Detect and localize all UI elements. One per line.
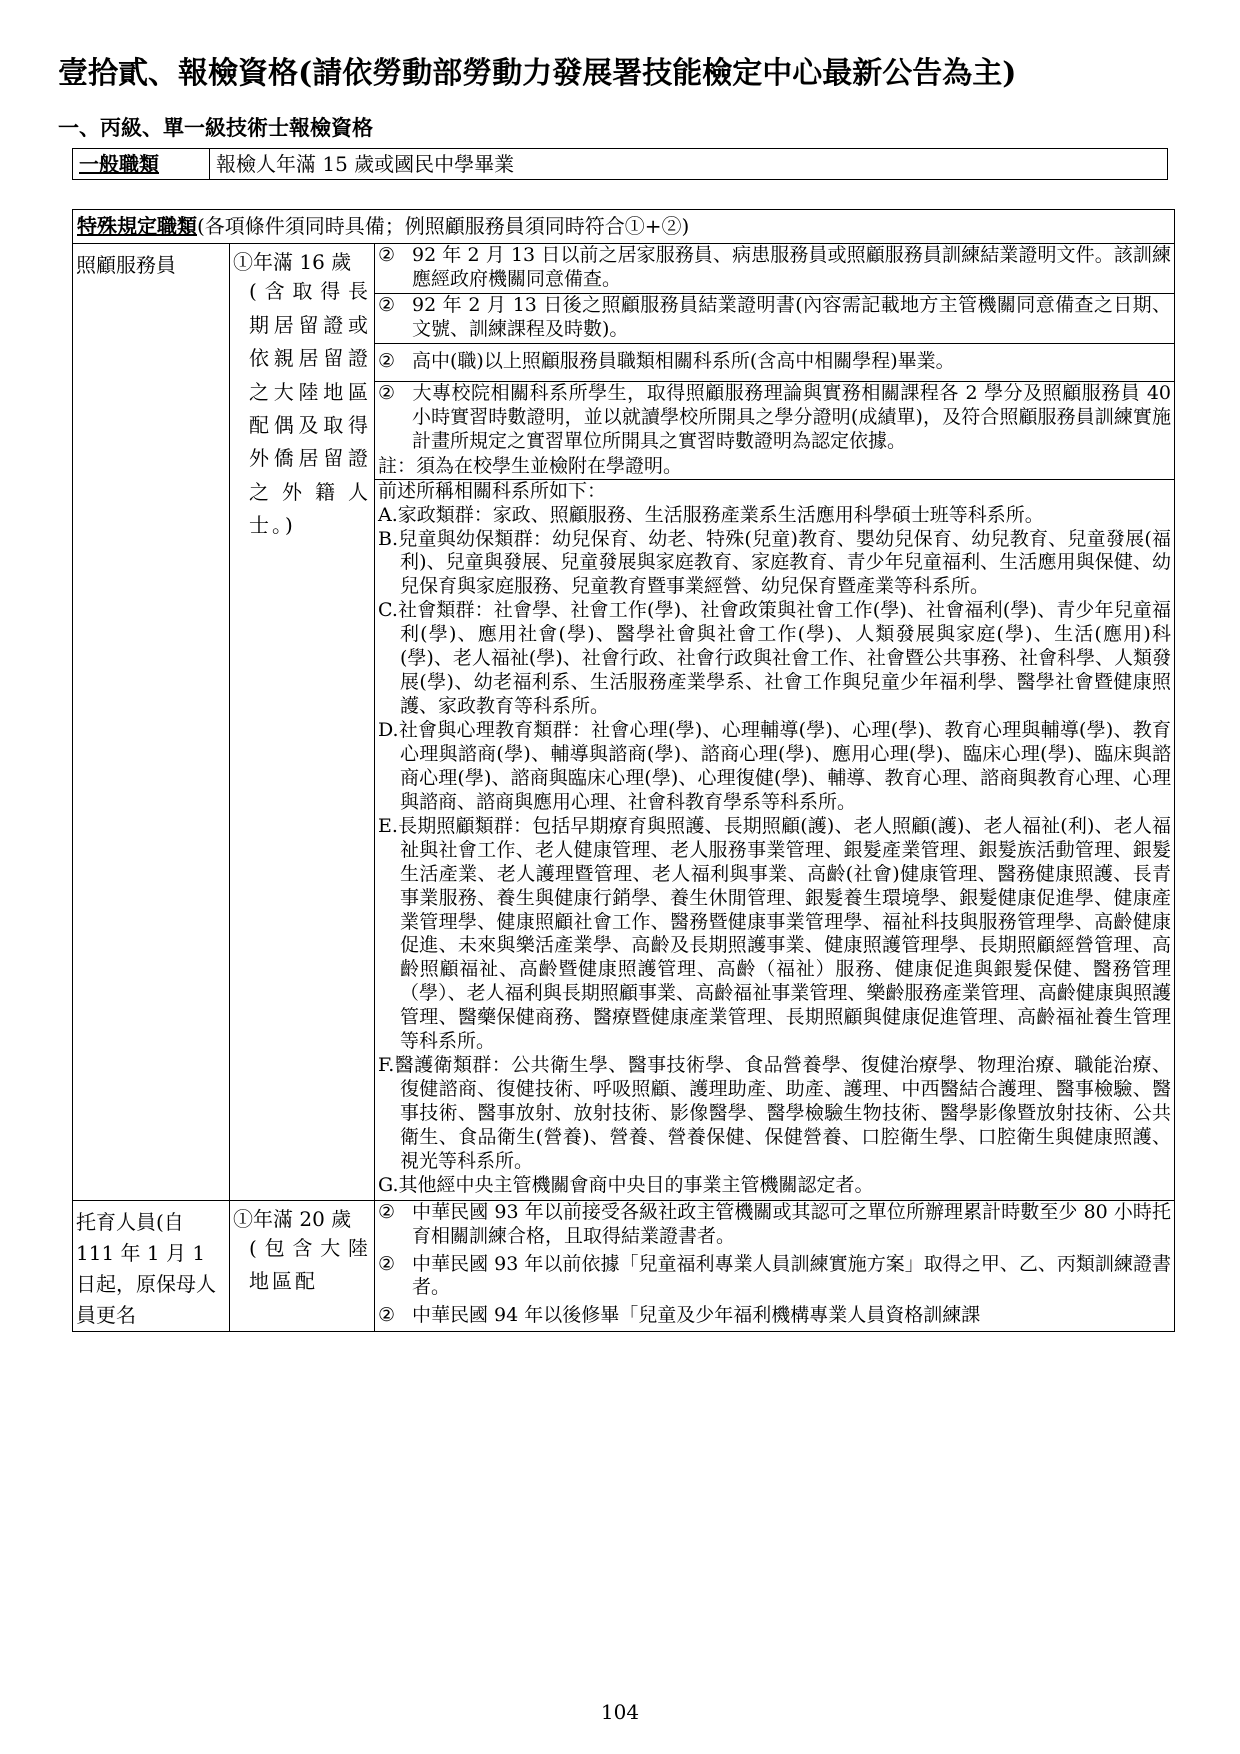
department-category bbox=[378, 719, 1171, 815]
item-text: 高中(職)以上照顧服務員職類相關科系所(含高中相關學程)畢業。 bbox=[412, 349, 955, 372]
age-condition-head: ①年滿 20 歲 bbox=[233, 1206, 352, 1231]
age-condition-detail: (包含大陸地區配 bbox=[249, 1235, 371, 1294]
section-subtitle: 一、丙級、單一級技術士報檢資格 bbox=[58, 115, 373, 140]
item-marker: ② bbox=[378, 294, 396, 317]
department-category bbox=[378, 1174, 1171, 1198]
department-category bbox=[378, 1054, 1171, 1174]
item-marker: ② bbox=[378, 244, 396, 267]
departments-intro: 前述所稱相關科系所如下： bbox=[378, 479, 607, 502]
special-category-header bbox=[73, 210, 1175, 244]
category-label: G. bbox=[378, 1173, 399, 1196]
requirement-item bbox=[375, 244, 1175, 294]
requirement-item bbox=[375, 343, 1175, 381]
related-departments bbox=[375, 479, 1175, 1200]
requirement-item bbox=[375, 381, 1175, 479]
item-text: 中華民國 94 年以後修畢「兒童及少年福利機構專業人員資格訓練課 bbox=[412, 1304, 981, 1327]
special-category-label: 特殊規定職類 bbox=[77, 214, 197, 238]
page-title: 壹拾貳、報檢資格(請依勞動部勞動力發展署技能檢定中心最新公告為主) bbox=[58, 56, 1017, 91]
age-condition-detail: (含取得長期居留證或依親居留證之大陸地區配偶及取得外僑居留證之外籍人士。) bbox=[249, 279, 371, 538]
category-text: 家政類群：家政、照顧服務、生活服務產業系生活應用科學碩士班等科系所。 bbox=[397, 503, 1044, 526]
table-row bbox=[73, 244, 1175, 294]
requirement-item bbox=[375, 1304, 1175, 1331]
table-header-row bbox=[73, 210, 1175, 244]
age-condition-head: ①年滿 16 歲 bbox=[233, 250, 352, 275]
special-category-note: (各項條件須同時具備；例照顧服務員須同時符合①+②) bbox=[197, 214, 690, 238]
department-category bbox=[378, 815, 1171, 1054]
requirement-item bbox=[375, 1200, 1175, 1252]
department-category bbox=[378, 599, 1171, 719]
category-text: 兒童與幼保類群：幼兒保育、幼老、特殊(兒童)教育、嬰幼兒保育、幼兒教育、兒童發展(福利)、兒童與發展、兒童發展與家庭教育、家庭教育、青少年兒童福利、生活應用與保健、幼兒保育與家庭服務、兒童教育暨事業經營、幼兒保育暨產業等科系所。 bbox=[398, 527, 1171, 598]
item-text: 中華民國 93 年以前接受各級社政主管機關或其認可之單位所辦理累計時數至少 80 小時托育相關訓練合格，且取得結業證書者。 bbox=[412, 1200, 1171, 1247]
table-row bbox=[73, 149, 1168, 180]
special-category-table bbox=[72, 209, 1175, 1332]
general-category-text: 報檢人年滿 15 歲或國民中學畢業 bbox=[210, 149, 1168, 180]
category-text: 其他經中央主管機關會商中央目的事業主管機關認定者。 bbox=[398, 1173, 874, 1196]
job-name: 托育人員(自 111 年 1 月 1 日起，原保母人員更名 bbox=[73, 1200, 230, 1331]
category-label: C. bbox=[378, 599, 398, 622]
requirement-item bbox=[375, 294, 1175, 344]
item-marker: ② bbox=[378, 1200, 396, 1223]
item-marker: ② bbox=[378, 1304, 396, 1327]
page-number: 104 bbox=[600, 1700, 640, 1724]
item-note: 註：須為在校學生並檢附在學證明。 bbox=[378, 454, 683, 477]
category-label: D. bbox=[378, 719, 399, 741]
item-marker: ② bbox=[378, 381, 396, 404]
category-label: A. bbox=[378, 503, 398, 526]
item-marker: ② bbox=[378, 349, 396, 372]
category-text: 社會與心理教育類群：社會心理(學)、心理輔導(學)、心理(學)、教育心理與輔導(學)、教育心理與諮商(學)、輔導與諮商(學)、諮商心理(學)、應用心理(學)、臨床心理(學)、臨床與諮商心理(學)、諮商與臨床心理(學)、心理復健(學)、輔導、教育心理、諮商與教育心理、心理與諮商、諮商與應用心理、社會科教育學系等科系所。 bbox=[398, 719, 1171, 813]
item-text: 中華民國 93 年以前依據「兒童福利專業人員訓練實施方案」取得之甲、乙、丙類訓練證書者。 bbox=[412, 1252, 1171, 1299]
general-category-table bbox=[72, 148, 1168, 180]
requirement-item bbox=[375, 1253, 1175, 1305]
category-label: E. bbox=[378, 814, 398, 837]
general-category-label: 一般職類 bbox=[73, 149, 210, 180]
table-row bbox=[73, 1200, 1175, 1252]
item-text: 大專校院相關科系所學生，取得照顧服務理論與實務相關課程各 2 學分及照顧服務員 40 小時實習時數證明，並以就讀學校所開具之學分證明(成績單)，及符合照顧服務員訓練實施計畫所規定之實習單位所開具之實習時數證明為認定依據。 bbox=[412, 381, 1171, 452]
category-text: 長期照顧類群：包括早期療育與照護、長期照顧(護)、老人照顧(護)、老人福祉(利)、老人福祉與社會工作、老人健康管理、老人服務事業管理、銀髮產業管理、銀髮族活動管理、銀髮生活產業、老人護理暨管理、老人福利與事業、高齡(社會)健康管理、醫務健康照護、長青事業服務、養生與健康行銷學、養生休閒管理、銀髮養生環境學、銀髮健康促進學、健康產業管理學、健康照顧社會工作、醫務暨健康事業管理學、福祉科技與服務管理學、高齡健康促進、未來與樂活產業學、高齡及長期照護事業、健康照護管理學、長期照顧經營管理、高齡照顧福祉、高齡暨健康照護管理、高齡（福祉）服務、健康促進與銀髮保健、醫務管理（學）、老人福利與長期照顧事業、高齡福祉事業管理、樂齡服務產業管理、高齡健康與照護管理、醫藥保健商務、醫療暨健康產業管理、長期照顧與健康促進管理、高齡福祉養生管理等科系所。 bbox=[397, 814, 1171, 1053]
department-category bbox=[378, 504, 1171, 528]
age-condition bbox=[230, 244, 375, 1201]
job-name: 照顧服務員 bbox=[73, 244, 230, 1201]
item-marker: ② bbox=[378, 1252, 396, 1275]
age-condition bbox=[230, 1200, 375, 1331]
item-text: 92 年 2 月 13 日以前之居家服務員、病患服務員或照顧服務員訓練結業證明文件。該訓練應經政府機關同意備查。 bbox=[412, 244, 1171, 291]
category-label: F. bbox=[378, 1054, 395, 1077]
department-category bbox=[378, 528, 1171, 600]
item-text: 92 年 2 月 13 日後之照顧服務員結業證明書(內容需記載地方主管機關同意備查之日期、文號、訓練課程及時數)。 bbox=[412, 294, 1171, 340]
category-text: 社會類群：社會學、社會工作(學)、社會政策與社會工作(學)、社會福利(學)、青少年兒童福利(學)、應用社會(學)、醫學社會與社會工作(學)、人類發展與家庭(學)、生活(應用)科(學)、老人福祉(學)、社會行政、社會行政與社會工作、社會暨公共事務、社會科學、人類發展(學)、幼老福利系、生活服務產業學系、社會工作與兒童少年福利學、醫學社會暨健康照護、家政教育等科系所。 bbox=[397, 599, 1171, 718]
category-text: 醫護衛類群：公共衛生學、醫事技術學、食品營養學、復健治療學、物理治療、職能治療、復健諮商、復健技術、呼吸照顧、護理助產、助產、護理、中西醫結合護理、醫事檢驗、醫事技術、醫事放射、放射技術、影像醫學、醫學檢驗生物技術、醫學影像暨放射技術、公共衛生、食品衛生(營養)、營養、營養保健、保健營養、口腔衛生學、口腔衛生與健康照護、視光等科系所。 bbox=[394, 1054, 1171, 1172]
category-label: B. bbox=[378, 527, 399, 550]
